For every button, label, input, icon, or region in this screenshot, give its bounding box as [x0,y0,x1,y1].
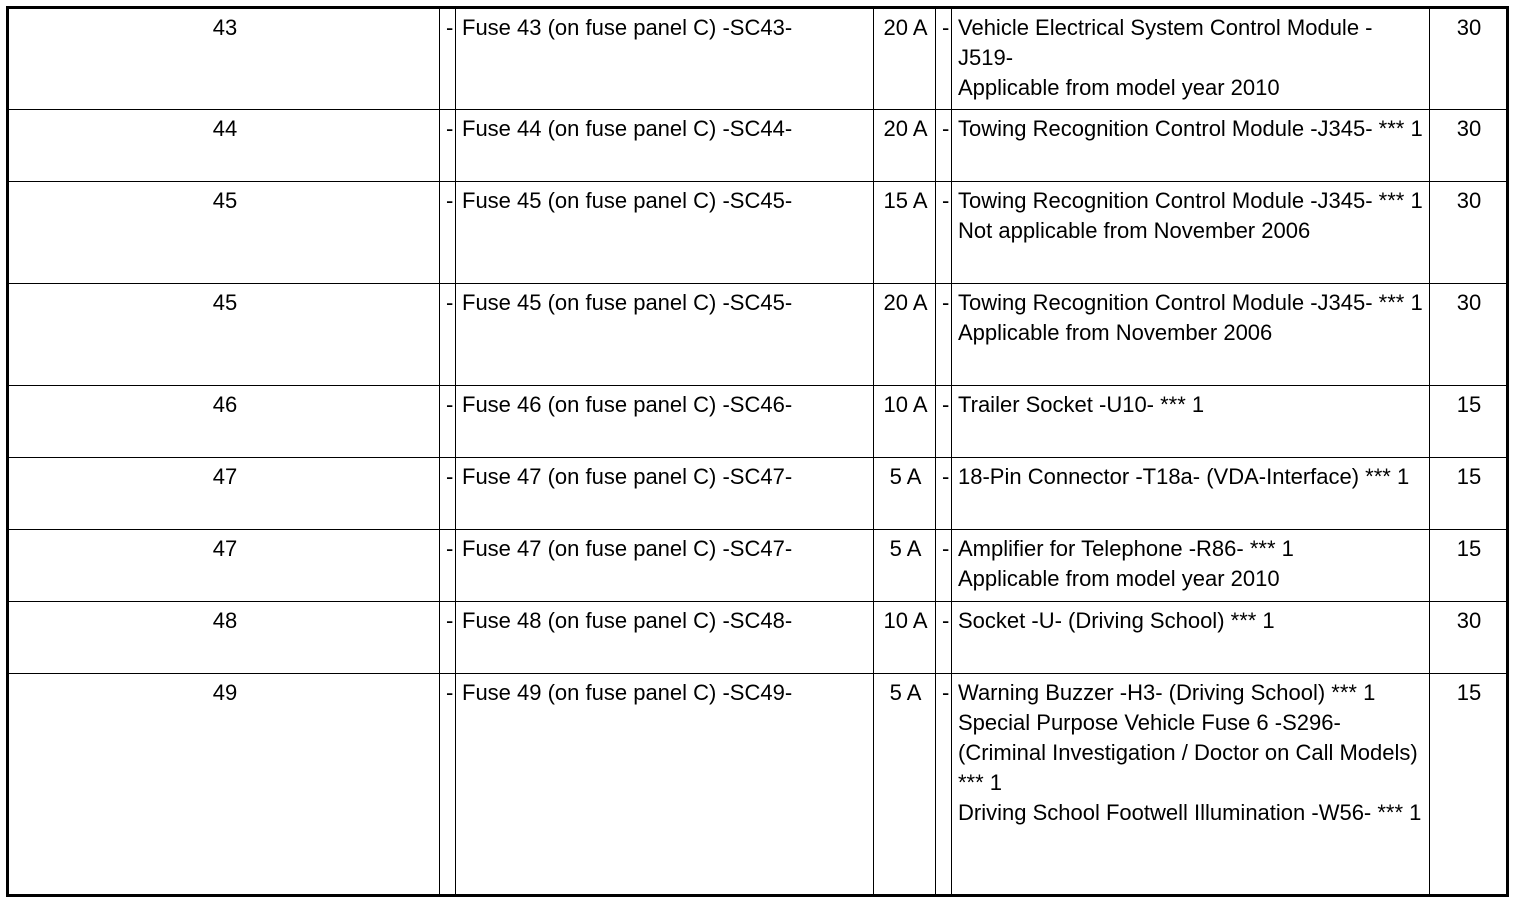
description-line: Vehicle Electrical System Control Module -J519- [958,15,1373,70]
fuse-table-body [8,8,1508,896]
separator-mark: - [936,284,952,386]
fuse-amperage: 5 A [874,458,936,530]
fuse-number: 43 [8,8,440,110]
terminal: 15 [1430,386,1508,458]
component-description [952,674,1430,896]
fuse-number: 45 [8,284,440,386]
terminal: 15 [1430,530,1508,602]
separator-mark: - [936,8,952,110]
separator-mark: - [936,602,952,674]
table-row [8,386,1508,458]
table-row [8,530,1508,602]
separator-mark: - [936,110,952,182]
table-row [8,284,1508,386]
separator-mark: - [936,530,952,602]
description-line: Towing Recognition Control Module -J345- *** 1 [958,116,1423,141]
fuse-amperage: 10 A [874,602,936,674]
fuse-number: 47 [8,458,440,530]
description-line: Socket -U- (Driving School) *** 1 [958,608,1275,633]
description-line: Special Purpose Vehicle Fuse 6 -S296- (Criminal Investigation / Doctor on Call Models) *** 1 [958,710,1418,795]
description-line: Towing Recognition Control Module -J345- *** 1 [958,188,1423,213]
description-line: Applicable from model year 2010 [958,566,1280,591]
separator-mark: - [936,386,952,458]
fuse-number: 47 [8,530,440,602]
fuse-amperage: 20 A [874,110,936,182]
separator-mark: - [440,674,456,896]
description-line: Trailer Socket -U10- *** 1 [958,392,1205,417]
fuse-designation: Fuse 49 (on fuse panel C) -SC49- [456,674,874,896]
fuse-number: 45 [8,182,440,284]
separator-mark: - [440,284,456,386]
fuse-amperage: 15 A [874,182,936,284]
separator-mark: - [936,674,952,896]
fuse-designation: Fuse 47 (on fuse panel C) -SC47- [456,458,874,530]
table-row [8,458,1508,530]
separator-mark: - [440,182,456,284]
fuse-number: 48 [8,602,440,674]
table-row [8,110,1508,182]
separator-mark: - [936,458,952,530]
separator-mark: - [440,386,456,458]
fuse-amperage: 5 A [874,674,936,896]
separator-mark: - [440,110,456,182]
description-line: Applicable from model year 2010 [958,75,1280,100]
terminal: 15 [1430,674,1508,896]
separator-mark: - [440,602,456,674]
fuse-amperage: 10 A [874,386,936,458]
component-description [952,110,1430,182]
description-line: Warning Buzzer -H3- (Driving School) *** 1 [958,680,1376,705]
fuse-amperage: 20 A [874,284,936,386]
fuse-number: 49 [8,674,440,896]
terminal: 30 [1430,602,1508,674]
table-row [8,182,1508,284]
table-row [8,602,1508,674]
fuse-designation: Fuse 46 (on fuse panel C) -SC46- [456,386,874,458]
description-line: 18-Pin Connector -T18a- (VDA-Interface) *** 1 [958,464,1410,489]
component-description [952,386,1430,458]
description-line: Driving School Footwell Illumination -W56- *** 1 [958,800,1422,825]
terminal: 30 [1430,182,1508,284]
fuse-designation: Fuse 47 (on fuse panel C) -SC47- [456,530,874,602]
terminal: 30 [1430,8,1508,110]
component-description [952,602,1430,674]
description-line: Towing Recognition Control Module -J345- *** 1 [958,290,1423,315]
component-description [952,530,1430,602]
fuse-designation: Fuse 45 (on fuse panel C) -SC45- [456,284,874,386]
fuse-number: 44 [8,110,440,182]
terminal: 30 [1430,110,1508,182]
fuse-amperage: 20 A [874,8,936,110]
fuse-designation: Fuse 45 (on fuse panel C) -SC45- [456,182,874,284]
table-row [8,674,1508,896]
component-description [952,284,1430,386]
description-line: Amplifier for Telephone -R86- *** 1 [958,536,1294,561]
component-description [952,182,1430,284]
table-row [8,8,1508,110]
fuse-designation: Fuse 44 (on fuse panel C) -SC44- [456,110,874,182]
fuse-amperage: 5 A [874,530,936,602]
description-line: Not applicable from November 2006 [958,218,1311,243]
terminal: 15 [1430,458,1508,530]
separator-mark: - [440,530,456,602]
separator-mark: - [440,8,456,110]
fuse-table [6,6,1509,897]
fuse-designation: Fuse 48 (on fuse panel C) -SC48- [456,602,874,674]
terminal: 30 [1430,284,1508,386]
separator-mark: - [440,458,456,530]
fuse-designation: Fuse 43 (on fuse panel C) -SC43- [456,8,874,110]
separator-mark: - [936,182,952,284]
component-description [952,458,1430,530]
component-description [952,8,1430,110]
description-line: Applicable from November 2006 [958,320,1273,345]
fuse-number: 46 [8,386,440,458]
